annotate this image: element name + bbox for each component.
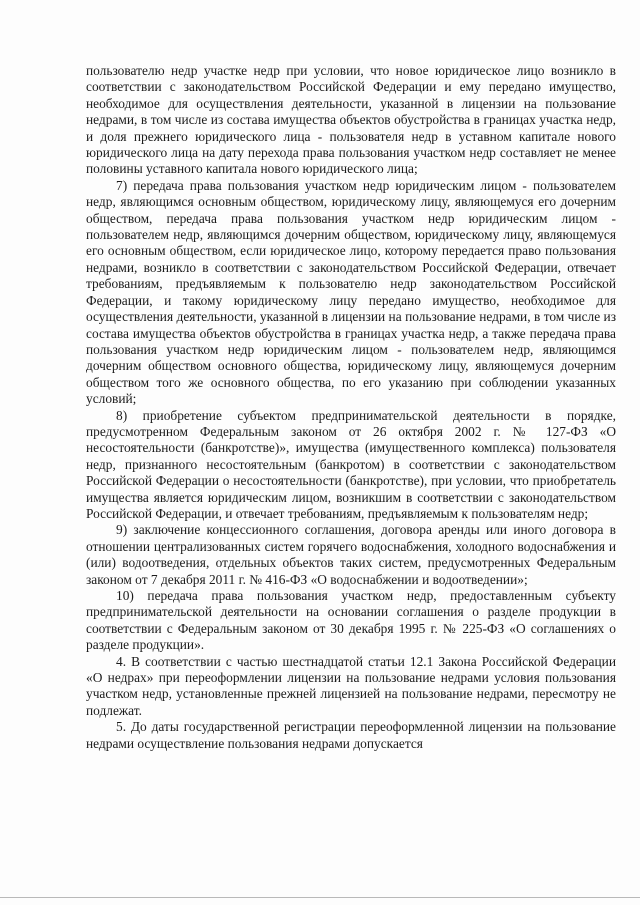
paragraph-item-8: 8) приобретение субъектом предпринимательской деятельности в порядке, предусмотренном Федеральным законом от 26 октября 2002 г. № 127-ФЗ «О несостоятельности (банкротстве)», имущества (имущественного комплекса) пользователя недр, признанного несостоятельным (банкротом) в соответствии с законодательством Российской Федерации о несостоятельности (банкротстве), при условии, что приобретатель имущества является юридическим лицом, возникшим в соответствии с законодательством Российской Федерации, и отвечает требованиям, предъявляемым к пользователям недр; xyxy=(86,407,616,521)
paragraph-item-9: 9) заключение концессионного соглашения, договора аренды или иного договора в отношении централизованных систем горячего водоснабжения, холодного водоснабжения и (или) водоотведения, отдельных объектов таких систем, предусмотренных Федеральным законом от 7 декабря 2011 г. № 416-ФЗ «О водоснабжении и водоотведении»; xyxy=(86,522,616,587)
paragraph-section-4: 4. В соответствии с частью шестнадцатой статьи 12.1 Закона Российской Федерации «О недрах» при переоформлении лицензии на пользование недрами условия пользования участком недр, установленные прежней лицензией на пользование недрами, пересмотру не подлежат. xyxy=(86,653,616,718)
paragraph-continuation: пользователю недр участке недр при условии, что новое юридическое лицо возникло в соответствии с законодательством Российской Федерации и ему передано имущество, необходимое для осуществления деятельности, указанной в лицензии на пользование недрами, в том числе из состава имущества объектов обустройства в границах участка недр, и доля прежнего юридического лица - пользователя недр в уставном капитале нового юридического лица на дату перехода права пользования участком недр составляет не менее половины уставного капитала нового юридического лица; xyxy=(86,63,616,177)
paragraph-item-10: 10) передача права пользования участком недр, предоставленным субъекту предпринимательской деятельности на основании соглашения о разделе продукции в соответствии с Федеральным законом от 30 декабря 1995 г. № 225-ФЗ «О соглашениях о разделе продукции». xyxy=(86,588,616,653)
page-bottom-edge xyxy=(0,897,640,898)
document-body xyxy=(86,63,616,752)
paragraph-section-5: 5. До даты государственной регистрации переоформленной лицензии на пользование недрами осуществление пользования недрами допускается xyxy=(86,719,616,751)
paragraph-item-7: 7) передача права пользования участком недр юридическим лицом - пользователем недр, являющимся основным обществом, юридическому лицу, являющемуся его дочерним обществом, передача права пользования участком недр юридическим лицом - пользователем недр, являющимся дочерним обществом, юридическому лицу, являющемуся его основным обществом, если юридическое лицо, которому передается право пользования недрами, возникло в соответствии с законодательством Российской Федерации, отвечает требованиям, предъявляемым к пользователю недр законодательством Российской Федерации, и такому юридическому лицу передано имущество, необходимое для осуществления деятельности, указанной в лицензии на пользование недрами, в том числе из состава имущества объектов обустройства в границах участка недр, а также передача права пользования участком недр юридическим лицом - пользователем недр, являющимся дочерним обществом основного общества, юридическому лицу, являющемуся дочерним обществом того же основного общества, по его указанию при соблюдении указанных условий; xyxy=(86,177,616,407)
